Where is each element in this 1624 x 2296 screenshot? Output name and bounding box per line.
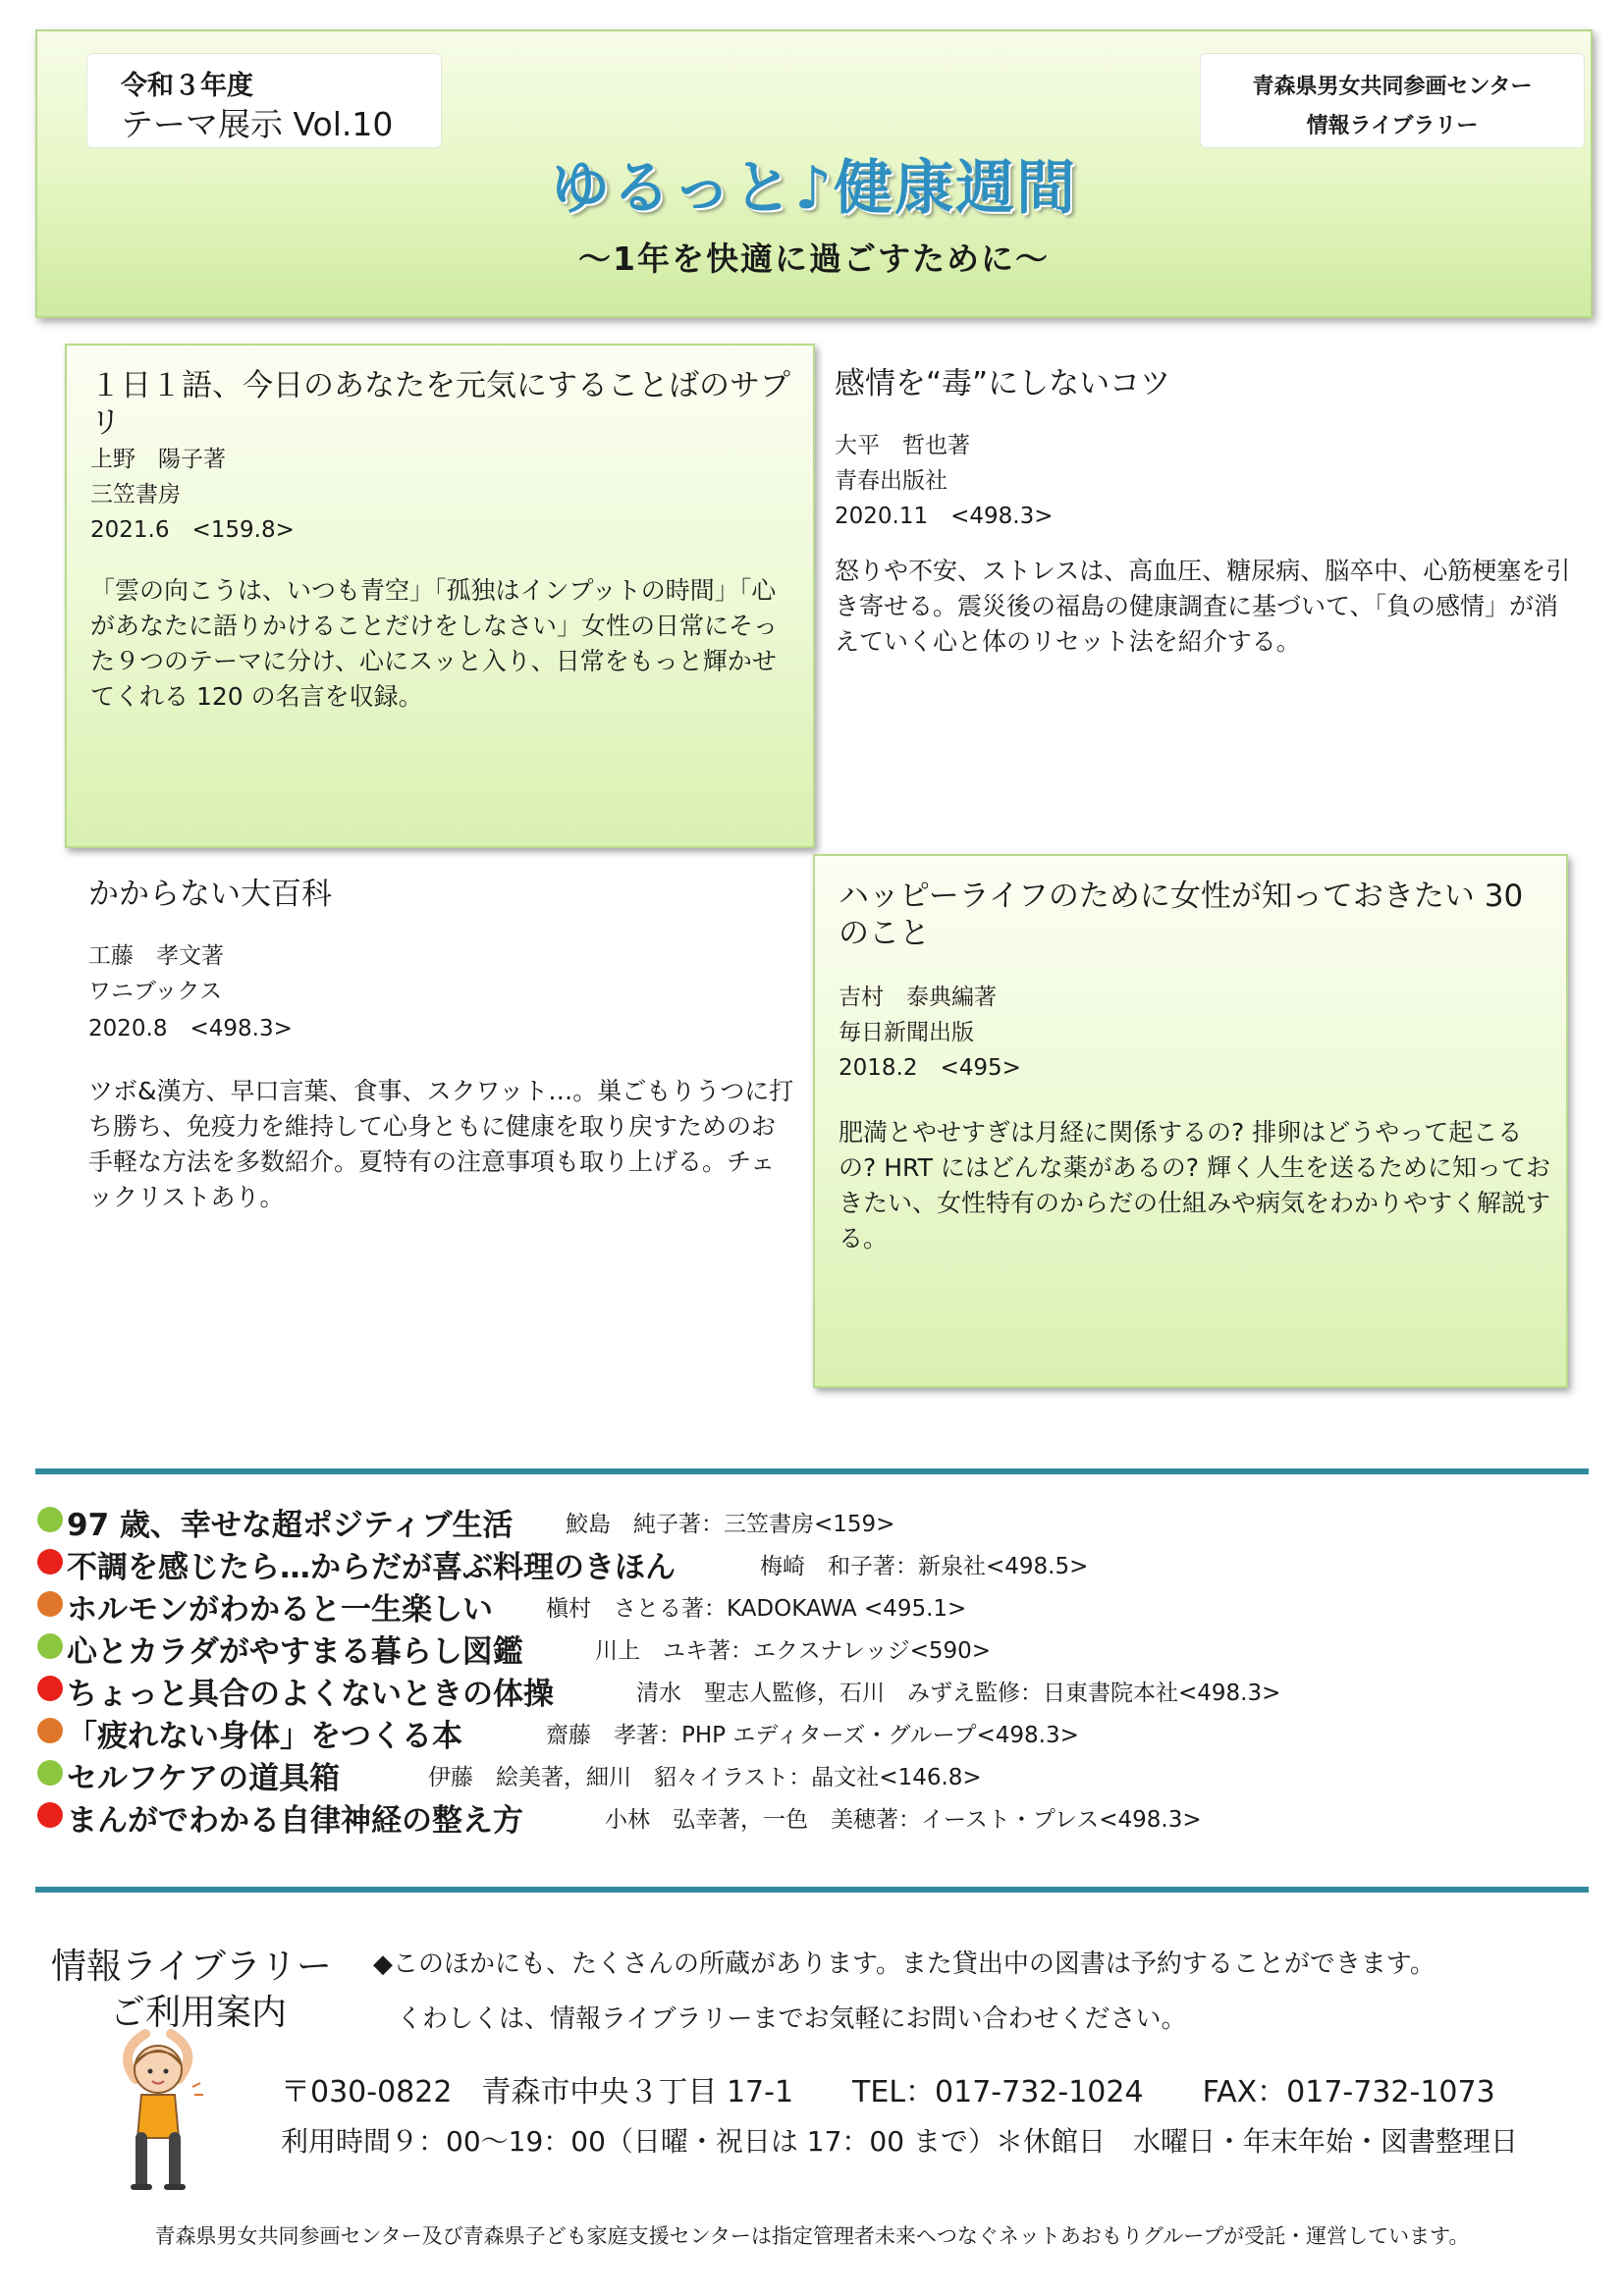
book-card — [65, 864, 811, 1276]
book-publisher: 青春出版社 — [835, 468, 947, 494]
series-label: テーマ展示 Vol.10 — [121, 105, 394, 143]
book-author: 工藤 孝文著 — [88, 943, 224, 969]
book-date-class: 2018.2 <495> — [839, 1055, 1021, 1081]
header-banner — [35, 29, 1593, 318]
book-date-class: 2021.6 <159.8> — [90, 517, 295, 543]
organization-box — [1200, 53, 1585, 148]
book-date-class: 2020.8 <498.3> — [88, 1016, 293, 1041]
list-item-title: 不調を感じたら…からだが喜ぶ料理のきほん — [67, 1550, 676, 1585]
list-item-author: 川上 ユキ著：エクスナレッジ<590> — [595, 1638, 992, 1664]
exhibit-label-box — [86, 53, 442, 148]
list-bottom-divider — [35, 1887, 1589, 1893]
book-title: 感情を“毒”にしないコツ — [835, 366, 1171, 401]
book-title: かからない大百科 — [88, 877, 332, 912]
list-top-divider — [35, 1468, 1589, 1474]
book-card — [811, 344, 1587, 667]
list-item-author: 伊藤 絵美著，細川 貂々イラスト：晶文社<146.8> — [428, 1765, 982, 1790]
book-author: 大平 哲也著 — [835, 433, 970, 458]
bullet-icon — [37, 1549, 63, 1575]
opening-hours: 利用時間９：00〜19：00（日曜・祝日は 17：00 まで）＊休館日 水曜日・年末年始・図書整理日 — [281, 2125, 1518, 2158]
page-subtitle: 〜1年を快適に過ごすために〜 — [578, 240, 1050, 278]
bullet-icon — [37, 1760, 63, 1786]
contact-notice: くわしくは、情報ライブラリーまでお気軽にお問い合わせください。 — [397, 2004, 1187, 2034]
book-title: １日１語、今日のあなたを元気にすることばのサプリ — [90, 368, 790, 441]
book-date-class: 2020.11 <498.3> — [835, 504, 1054, 529]
book-publisher: 三笠書房 — [90, 482, 181, 507]
bullet-icon — [37, 1633, 63, 1659]
book-description: 肥満とやせすぎは月経に関係するの? 排卵はどうやって起こるの? HRT にはどんな薬があるの? 輝く人生を送るために知っておきたい、女性特有のからだの仕組みや病気をわかりやすく解説する。 — [839, 1118, 1551, 1253]
list-item-title: ホルモンがわかると一生楽しい — [67, 1592, 493, 1628]
page-title: ゆるっと♪健康週間 — [550, 154, 1078, 223]
library-name: 情報ライブラリー — [1306, 114, 1479, 138]
list-item-title: 「疲れない身体」をつくる本 — [67, 1719, 462, 1754]
stretching-girl-illustration — [106, 2022, 214, 2194]
list-item-title: セルフケアの道具箱 — [67, 1761, 341, 1796]
bullet-icon — [37, 1507, 63, 1532]
list-item-author: 清水 聖志人監修，石川 みずえ監修：日東書院本社<498.3> — [636, 1681, 1281, 1706]
list-item-title: ちょっと具合のよくないときの体操 — [67, 1677, 554, 1712]
list-item-author: 齋藤 孝著：PHP エディターズ・グループ<498.3> — [546, 1723, 1079, 1748]
library-guide-subheading: ご利用案内 — [110, 1993, 288, 2033]
bullet-icon — [37, 1676, 63, 1701]
book-publisher: 毎日新聞出版 — [839, 1020, 974, 1045]
fiscal-year: 令和３年度 — [121, 71, 253, 101]
list-item-author: 鮫島 純子著：三笠書房<159> — [566, 1512, 895, 1537]
collection-notice: ◆このほかにも、たくさんの所蔵があります。また貸出中の図書は予約することができます。 — [373, 1949, 1435, 1979]
list-item-title: 97 歳、幸せな超ポジティブ生活 — [67, 1508, 514, 1543]
book-card — [65, 344, 815, 848]
book-author: 上野 陽子著 — [90, 447, 226, 472]
book-description: ツボ&漢方、早口言葉、食事、スクワット…。巣ごもりうつに打ち勝ち、免疫力を維持して心身ともに健康を取り戻すためのお手軽な方法を多数紹介。夏特有の注意事項も取り上げる。チェックリストあり。 — [88, 1077, 794, 1211]
bullet-icon — [37, 1718, 63, 1743]
list-item-title: まんがでわかる自律神経の整え方 — [67, 1803, 523, 1839]
list-item-author: 小林 弘幸著，一色 美穂著：イースト・プレス<498.3> — [605, 1807, 1202, 1833]
book-title: ハッピーライフのために女性が知っておきたい 30 のこと — [839, 879, 1524, 951]
library-address: 〒030-0822 青森市中央３丁目 17-1 TEL：017-732-1024 FAX：017-732-1073 — [281, 2075, 1495, 2109]
library-guide-heading: 情報ライブラリー — [51, 1947, 332, 1987]
book-card — [813, 854, 1568, 1388]
book-description: 怒りや不安、ストレスは、高血圧、糖尿病、脳卒中、心筋梗塞を引き寄せる。震災後の福島の健康調査に基づいて、「負の感情」が消えていく心と体のリセット法を紹介する。 — [835, 557, 1571, 656]
book-description: 「雲の向こうは、いつも青空」「孤独はインプットの時間」「心があなたに語りかけることだけをしなさい」女性の日常にそった９つのテーマに分け、心にスッと入り、日常をもっと輝かせてくれる 120 の名言を収録。 — [90, 576, 779, 711]
bullet-icon — [37, 1591, 63, 1617]
organization-name: 青森県男女共同参画センター — [1252, 75, 1533, 99]
list-item-title: 心とカラダがやすまる暮らし図鑑 — [67, 1634, 523, 1670]
book-publisher: ワニブックス — [88, 979, 223, 1004]
bullet-icon — [37, 1802, 63, 1828]
list-item-author: 梅崎 和子著：新泉社<498.5> — [760, 1554, 1089, 1579]
book-author: 吉村 泰典編著 — [839, 985, 997, 1010]
operator-notice: 青森県男女共同参画センター及び青森県子ども家庭支援センターは指定管理者未来へつなぐネットあおもりグループが受託・運営しています。 — [154, 2224, 1470, 2248]
list-item-author: 槇村 さとる著：KADOKAWA <495.1> — [546, 1596, 967, 1622]
